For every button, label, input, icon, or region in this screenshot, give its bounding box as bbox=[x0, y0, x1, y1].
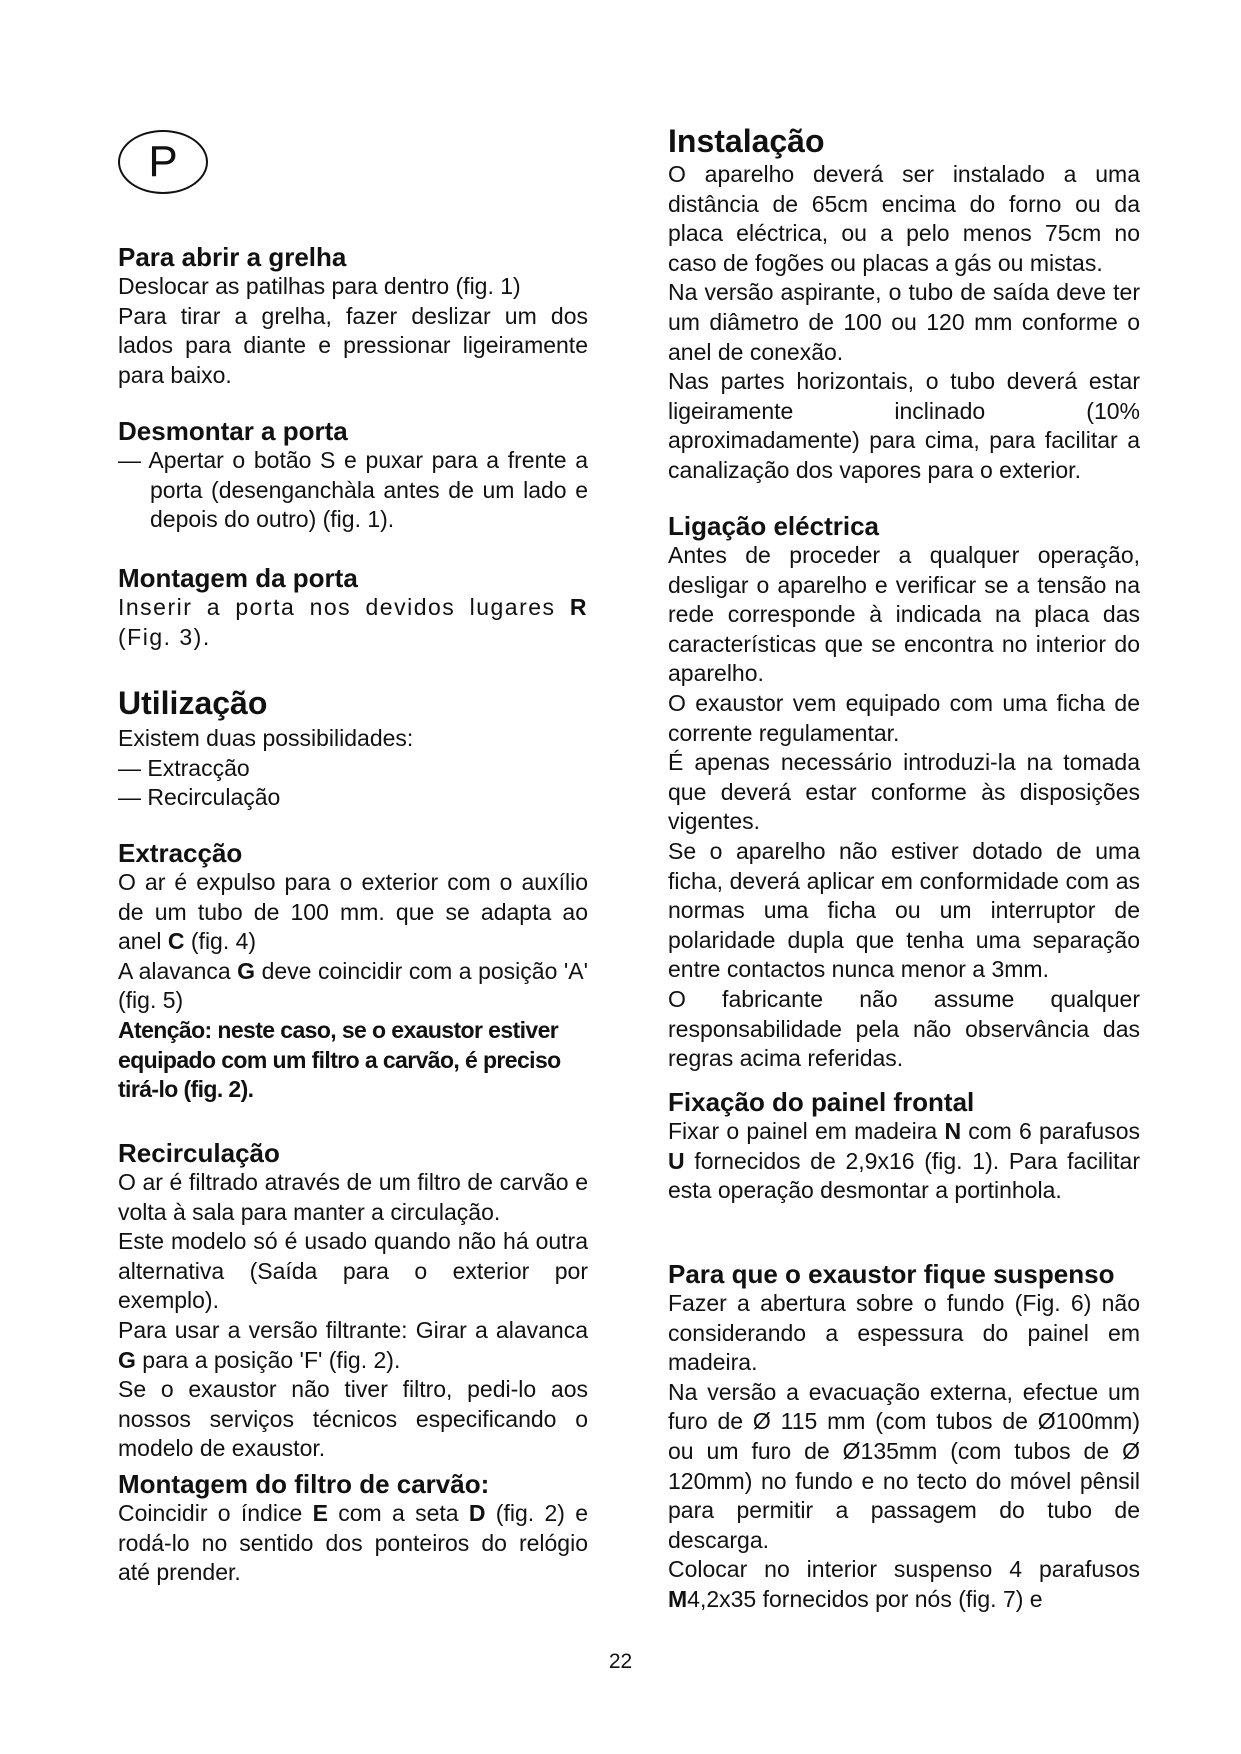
paragraph: Antes de proceder a qualquer operação, desligar o aparelho e verificar se a tensão na rede corresponde à indicada na placa das características que se encontra no interior do aparelho. bbox=[668, 542, 1140, 687]
paragraph: A alavanca G deve coincidir com a posição 'A' (fig. 5) bbox=[118, 957, 588, 1014]
section-instalacao bbox=[668, 122, 1140, 486]
heading-filtro-carvao: Montagem do filtro de carvão: bbox=[118, 1469, 490, 1499]
paragraph: Na versão aspirante, o tubo de saída deve ter um diâmetro de 100 ou 120 mm conforme o anel de conexão. bbox=[668, 279, 1140, 365]
paragraph: Deslocar as patilhas para dentro (fig. 1) bbox=[118, 273, 521, 299]
language-code: P bbox=[148, 137, 178, 186]
paragraph: Se o aparelho não estiver dotado de uma ficha, deverá aplicar em conformidade com as normas uma ficha ou um interruptor de polaridade dupla que tenha uma separação entre contactos nunca menor a 3mm. bbox=[668, 837, 1140, 983]
paragraph: — Apertar o botão S e puxar para a frente a porta (desenganchàla antes de um lado e depois do outro) (fig. 1). bbox=[118, 447, 588, 533]
paragraph: Se o exaustor não tiver filtro, pedi-lo aos nossos serviços técnicos especificando o modelo de exaustor. bbox=[118, 1376, 588, 1462]
section-filtro-carvao bbox=[118, 1469, 588, 1588]
paragraph: O fabricante não assume qualquer responsabilidade pela não observância das regras acima referidas. bbox=[668, 985, 1140, 1072]
heading-instalacao: Instalação bbox=[668, 123, 825, 159]
page-number: 22 bbox=[608, 1650, 633, 1673]
heading-exaustor-suspenso: Para que o exaustor fique suspenso bbox=[668, 1259, 1115, 1289]
section-montagem-porta bbox=[118, 563, 588, 652]
paragraph: O aparelho deverá ser instalado a uma distância de 65cm encima do forno ou da placa eléctrica, ou a pelo menos 75cm no caso de fogões ou placas a gás ou mistas. bbox=[668, 161, 1140, 276]
paragraph: Este modelo só é usado quando não há outra alternativa (Saída para o exterior por exemplo). bbox=[118, 1228, 588, 1314]
paragraph: O ar é filtrado através de um filtro de carvão e volta à sala para manter a circulação. bbox=[118, 1169, 588, 1225]
list-item: — Recirculação bbox=[118, 784, 281, 811]
paragraph: Coincidir o índice E com a seta D (fig. 2) e rodá-lo no sentido dos ponteiros do relógio até prender. bbox=[118, 1500, 588, 1586]
language-badge bbox=[118, 130, 208, 194]
heading-utilizacao: Utilização bbox=[118, 685, 268, 721]
paragraph: Colocar no interior suspenso 4 parafusos M4,2x35 fornecidos por nós (fig. 7) e bbox=[668, 1556, 1140, 1612]
paragraph: O exaustor vem equipado com uma ficha de corrente regulamentar. bbox=[668, 689, 1140, 746]
section-ligacao-electrica bbox=[668, 511, 1140, 1074]
heading-ligacao-electrica: Ligação eléctrica bbox=[668, 511, 879, 541]
paragraph: É apenas necessário introduzi-la na tomada que deverá estar conforme às disposições vigentes. bbox=[668, 749, 1140, 835]
paragraph: Fixar o painel em madeira N com 6 parafusos U fornecidos de 2,9x16 (fig. 1). Para facilitar esta operação desmontar a portinhola. bbox=[668, 1118, 1140, 1204]
heading-extraccao: Extracção bbox=[118, 838, 243, 868]
heading-fixacao-painel: Fixação do painel frontal bbox=[668, 1087, 975, 1117]
heading-recirculacao: Recirculação bbox=[118, 1138, 280, 1168]
paragraph: Para usar a versão filtrante: Girar a alavanca G para a posição 'F' (fig. 2). bbox=[118, 1316, 588, 1373]
section-fixacao-painel bbox=[668, 1087, 1140, 1206]
section-recirculacao bbox=[118, 1138, 588, 1464]
paragraph: Na versão a evacuação externa, efectue um furo de Ø 115 mm (com tubos de Ø100mm) ou um furo de Ø135mm (com tubos de Ø 120mm) no fundo e no tecto do móvel pênsil para permitir a passagem do tubo de descarga. bbox=[668, 1378, 1140, 1553]
paragraph: O ar é expulso para o exterior com o auxílio de um tubo de 100 mm. que se adapta ao anel C (fig. 4) bbox=[118, 869, 588, 955]
paragraph: Existem duas possibilidades: bbox=[118, 725, 414, 751]
section-utilizacao bbox=[118, 684, 588, 813]
heading-montagem-porta: Montagem da porta bbox=[118, 563, 358, 593]
list-item: — Extracção bbox=[118, 754, 250, 781]
section-extraccao bbox=[118, 838, 588, 1105]
paragraph: Nas partes horizontais, o tubo deverá estar ligeiramente inclinado (10% aproximadamente) para cima, para facilitar a canalização dos vapores para o exterior. bbox=[668, 368, 1140, 483]
section-desmontar-porta bbox=[118, 416, 588, 535]
heading-desmontar-porta: Desmontar a porta bbox=[118, 416, 348, 446]
paragraph: Para tirar a grelha, fazer deslizar um dos lados para diante e pressionar ligeiramente para baixo. bbox=[118, 302, 588, 388]
paragraph: Fazer a abertura sobre o fundo (Fig. 6) não considerando a espessura do painel em madeira. bbox=[668, 1290, 1140, 1376]
warning-text: Atenção: neste caso, se o exaustor estiver equipado com um filtro a carvão, é preciso tirá-lo (fig. 2). bbox=[118, 1016, 561, 1103]
section-abrir-grelha bbox=[118, 242, 588, 390]
section-exaustor-suspenso bbox=[668, 1259, 1140, 1615]
heading-abrir-grelha: Para abrir a grelha bbox=[118, 242, 347, 272]
paragraph: Inserir a porta nos devidos lugares R (Fig. 3). bbox=[118, 594, 588, 650]
